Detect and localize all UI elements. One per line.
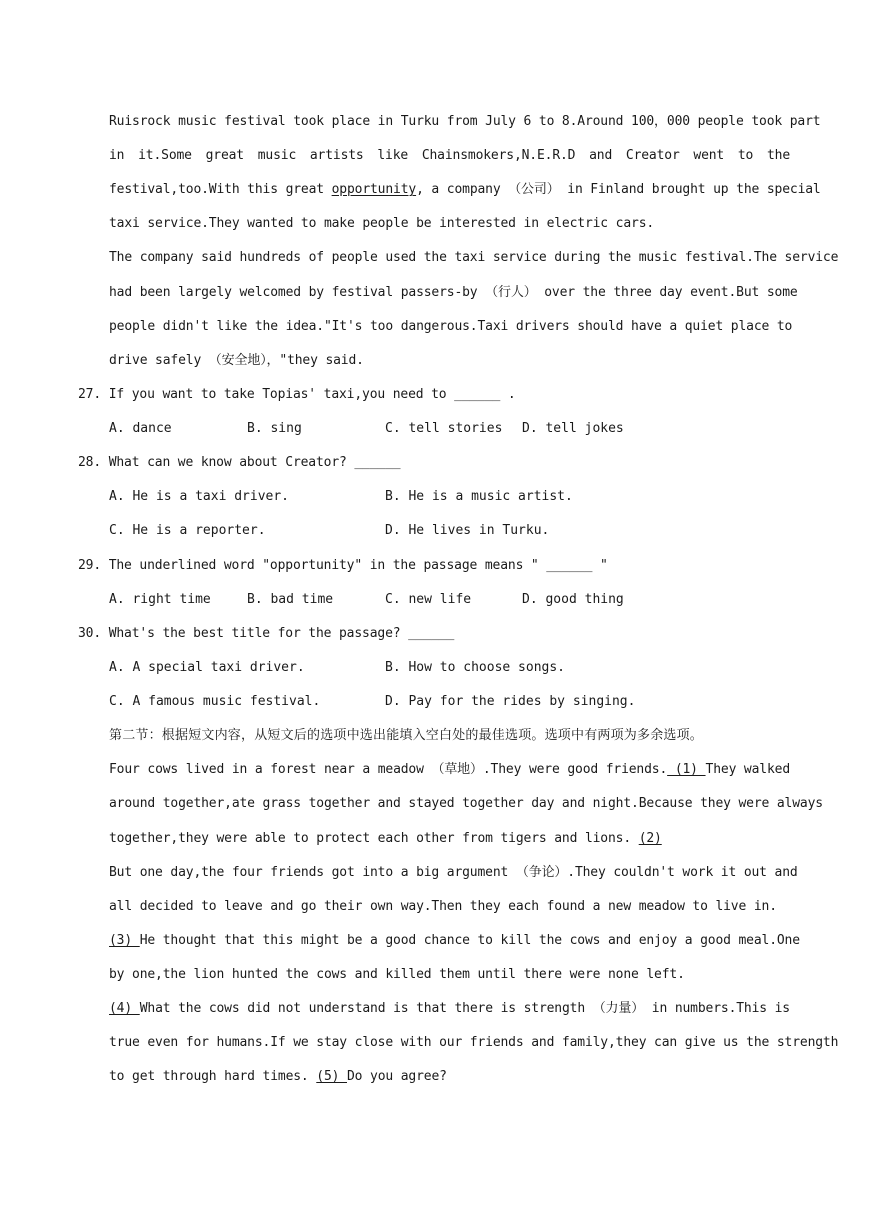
blank-2: (2) bbox=[638, 831, 662, 846]
passage1-line-3 bbox=[109, 182, 821, 198]
text-span: Four cows lived in a forest near a meadow （草地）.They were good friends. bbox=[109, 762, 668, 777]
question-29-option-d: D. good thing bbox=[522, 592, 624, 607]
passage1-line-4: taxi service.They wanted to make people be interested in electric cars. bbox=[109, 216, 655, 231]
passage1-line-2: in it.Some great music artists like Chainsmokers,N.E.R.D and Creator went to the bbox=[109, 148, 790, 163]
question-30-option-b: B. How to choose songs. bbox=[385, 660, 566, 675]
question-27-stem: 27. If you want to take Topias' taxi,you need to ______ . bbox=[78, 387, 516, 402]
question-28-option-b: B. He is a music artist. bbox=[385, 489, 573, 504]
passage2-line-3 bbox=[109, 831, 790, 847]
section-2-title: 第二节：根据短文内容，从短文后的选项中选出能填入空白处的最佳选项。选项中有两项为多余选项。 bbox=[109, 728, 704, 743]
question-29-stem: 29. The underlined word "opportunity" in the passage means " ______ " bbox=[78, 558, 608, 573]
passage1-line-5: The company said hundreds of people used the taxi service during the music festival.The service bbox=[109, 250, 839, 265]
question-28-option-d: D. He lives in Turku. bbox=[385, 523, 550, 538]
question-30-option-c: C. A famous music festival. bbox=[109, 694, 321, 709]
blank-5: (5) bbox=[316, 1069, 347, 1084]
question-30-option-a: A. A special taxi driver. bbox=[109, 660, 305, 675]
passage2-line-6 bbox=[109, 933, 800, 949]
passage2-line-7: by one,the lion hunted the cows and killed them until there were none left. bbox=[109, 967, 685, 982]
question-29-option-b: B. bad time bbox=[247, 592, 334, 607]
text-span: , a company （公司） in Finland brought up the special bbox=[416, 182, 821, 197]
question-28-option-a: A. He is a taxi driver. bbox=[109, 489, 290, 504]
passage2-line-10 bbox=[109, 1069, 790, 1085]
question-27-option-a: A. dance bbox=[109, 421, 172, 436]
blank-1: (1) bbox=[667, 762, 706, 777]
passage2-line-2: around together,ate grass together and stayed together day and night.Because they were always bbox=[109, 796, 823, 811]
text-span: together,they were able to protect each other from tigers and lions. bbox=[109, 831, 632, 846]
question-28-stem: 28. What can we know about Creator? ______ bbox=[78, 455, 401, 470]
question-27-option-b: B. sing bbox=[247, 421, 302, 436]
question-29-option-c: C. new life bbox=[385, 592, 472, 607]
passage2-line-5: all decided to leave and go their own way.Then they each found a new meadow to live in. bbox=[109, 899, 777, 914]
underlined-word-opportunity: opportunity bbox=[331, 182, 417, 197]
text-span: Do you agree? bbox=[347, 1069, 447, 1084]
passage2-line-1 bbox=[109, 762, 790, 778]
question-28-option-c: C. He is a reporter. bbox=[109, 523, 266, 538]
question-27-option-c: C. tell stories bbox=[385, 421, 503, 436]
question-27-option-d: D. tell jokes bbox=[522, 421, 624, 436]
passage1-line-8: drive safely （安全地），"they said. bbox=[109, 353, 364, 368]
question-30-stem: 30. What's the best title for the passage? ______ bbox=[78, 626, 455, 641]
passage2-line-8 bbox=[109, 1001, 790, 1017]
passage1-line-1: Ruisrock music festival took place in Turku from July 6 to 8.Around 100，000 people took part bbox=[109, 114, 821, 129]
text-span: What the cows did not understand is that there is strength （力量） in numbers.This is bbox=[139, 1001, 790, 1016]
text-span: festival,too.With this great bbox=[109, 182, 332, 197]
blank-4: (4) bbox=[109, 1001, 140, 1016]
text-span: He thought that this might be a good chance to kill the cows and enjoy a good meal.One bbox=[139, 933, 800, 948]
passage2-line-4: But one day,the four friends got into a big argument （争论）.They couldn't work it out and bbox=[109, 865, 798, 880]
text-span: They walked bbox=[705, 762, 790, 777]
text-span: to get through hard times. bbox=[109, 1069, 309, 1084]
question-30-option-d: D. Pay for the rides by singing. bbox=[385, 694, 636, 709]
passage1-line-6: had been largely welcomed by festival passers-by （行人） over the three day event.But some bbox=[109, 285, 798, 300]
passage1-line-7: people didn't like the idea."It's too dangerous.Taxi drivers should have a quiet place to bbox=[109, 319, 793, 334]
passage2-line-9: true even for humans.If we stay close with our friends and family,they can give us the strength bbox=[109, 1035, 839, 1050]
question-29-option-a: A. right time bbox=[109, 592, 211, 607]
blank-3: (3) bbox=[109, 933, 140, 948]
